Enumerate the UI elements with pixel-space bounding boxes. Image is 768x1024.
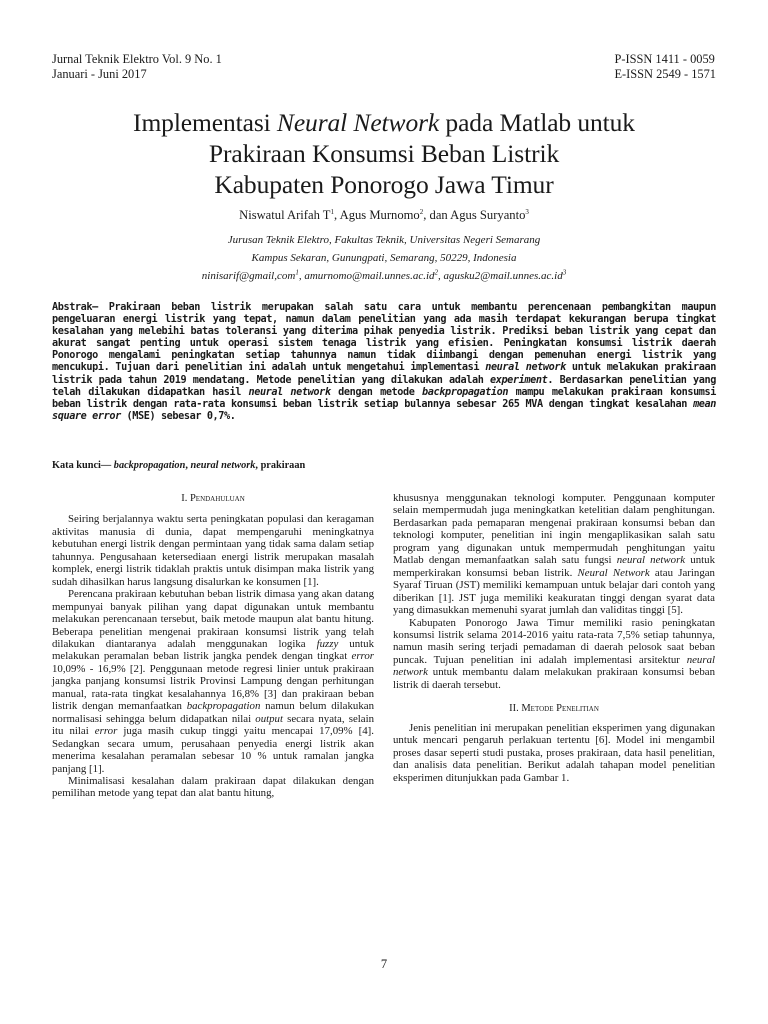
section-heading-introduction bbox=[52, 493, 374, 505]
email: ninisarif@gmail,com bbox=[201, 270, 296, 282]
author-sup: 2 bbox=[419, 207, 424, 216]
email-sup: 2 bbox=[434, 268, 439, 277]
abstract-italic: neural network bbox=[248, 386, 331, 398]
paragraph-text: namun belum dilakukan normalisasi sehingga belum didapatkan nilai bbox=[52, 700, 374, 725]
email: , amurnomo@mail.unnes.ac.id bbox=[298, 270, 435, 282]
paragraph-italic: Neural Network bbox=[577, 566, 650, 579]
journal-name: Jurnal Teknik Elektro Vol. 9 No. 1 bbox=[52, 52, 222, 66]
title-text: pada Matlab untuk bbox=[439, 108, 635, 137]
keyword: backpropagation bbox=[113, 460, 186, 471]
email-sup: 1 bbox=[295, 268, 299, 277]
paragraph-italic: error bbox=[94, 725, 118, 738]
section-title: Pendahuluan bbox=[189, 493, 245, 504]
paragraph: Minimalisasi kesalahan dalam prakiraan dapat dilakukan dengan pemilihan metode yang tepat dan alat bantu hitung, bbox=[52, 774, 374, 800]
abstract-text: Abstrak— Prakiraan beban listrik merupakan salah satu cara untuk membantu perencenaan pembangkitan maupun pengeluaran energi listrik yang tepat, namun dalam penelitian yang ada masih terdapat kekurangan berupa tingkat kesalahan yang melebihi batas toleransi yang diterima pihak penyedia listrik. Prediksi beban listrik yang cepat dan akurat sangat penting untuk operasi sistem tenaga listrik yang efisien. Peningkatan konsumsi listrik daerah Ponorogo mengalami peningkatan setiap tahunnya namun tidak diimbangi dengan pemenuhan energi listrik yang mencukupi. Tujuan dari penelitian ini adalah untuk mengetahui implementasi bbox=[52, 302, 716, 374]
paragraph-text: 10,09% - 16,9% [2]. Penggunaan metode regresi linier untuk prakiraan jangka panjang konsumsi listrik Provinsi Lampung dengan perhitungan manual, rata-rata tingkat kesalahannya 16,8% [3] dan prakiraan beban listrik dengan memanfaatkan bbox=[52, 662, 374, 713]
author-name: , dan Agus Suryanto bbox=[423, 208, 526, 222]
paragraph-text: Kabupaten Ponorogo Jawa Timur memiliki rasio peningkatan konsumsi listrik selama 2014-2016 yaitu rata-rata 7,5% setiap tahunnya, namun masih sering terjadi pemadaman di daerah pelosok saat beban puncak. Tujuan penelitian ini adalah implementasi arsitektur bbox=[393, 616, 715, 666]
paragraph-text: secara nyata, selain itu nilai bbox=[52, 712, 375, 738]
section-title: Metode Penelitian bbox=[521, 703, 599, 715]
paragraph-italic: output bbox=[255, 712, 283, 725]
keyword: neural network bbox=[190, 460, 256, 471]
abstract-text: untuk melakukan prakiraan listrik pada tahun 2019 mendatang. Metode penelitian yang dilakukan adalah bbox=[52, 362, 716, 386]
title-italic: Neural Network bbox=[276, 108, 440, 137]
author-name: Niswatul Arifah T bbox=[239, 208, 331, 222]
paragraph: Seiring berjalannya waktu serta peningkatan populasi dan keragaman aktivitas manusia di dunia, dapat mempengaruhi meningkatnya kebutuhan energi listrik dengan permintaan yang tidak sama dalam setiap tahunnya. Pengusahaan ketersediaan energi listrik merupakan masalah komplek, energi listrik tidaklah praktis untuk disimpan maka listrik yang sudah dihasilkan harus langsung disalurkan ke konsumen [1]. bbox=[52, 513, 374, 588]
abstract-text: . Berdasarkan penelitian yang telah dilakukan didapatkan hasil bbox=[52, 374, 716, 398]
paragraph-italic: fuzzy bbox=[316, 637, 339, 650]
keyword: , prakiraan bbox=[255, 460, 306, 471]
abstract-italic: backpropagation bbox=[422, 386, 509, 398]
keywords bbox=[52, 460, 716, 471]
paragraph-italic: error bbox=[351, 650, 374, 663]
paragraph-text: khususnya menggunakan teknologi komputer. Penggunaan komputer selain mempermudah juga meningkatkan ketelitian dalam penghitungan. Berdasarkan pada pemaparan mengenai prakiraan konsumsi beban dan teknologi komputer, penelitian ini ingin mengaplikasikan salah satu program yang digunakan untuk mempermudah penghitungan yaitu Matlab dengan memanfaatkan salah satu fungsi bbox=[393, 492, 715, 567]
paragraph: Jenis penelitian ini merupakan penelitian eksperimen yang digunakan untuk mencari pengaruh perlakuan tertentu [6]. Model ini mengambil proses dasar seperti studi pustaka, proses prakiraan, data hasil penelitian, dan analisis data penelitian. Berikut adalah tahapan model penelitian eksperimen ditunjukkan pada Gambar 1. bbox=[393, 721, 715, 784]
section-number: I. bbox=[181, 493, 190, 504]
author-list bbox=[40, 208, 728, 223]
title-line-3: Kabupaten Ponorogo Jawa Timur bbox=[214, 170, 554, 199]
keyword-sep: , bbox=[185, 460, 191, 471]
paragraph-text: atau Jaringan Syaraf Tiruan (JST) memiliki kemampuan untuk belajar dari contoh yang diberikan [1]. JST juga memiliki keakuratan tinggi dengan syarat data yang dimasukkan memenuhi syarat jumlah dan validitas tinggi [5]. bbox=[393, 566, 715, 617]
section-heading-methods bbox=[393, 703, 715, 715]
title-line-2: Prakiraan Konsumsi Beban Listrik bbox=[208, 139, 560, 168]
paragraph bbox=[393, 492, 715, 617]
title-text: Implementasi bbox=[133, 108, 277, 137]
keywords-label: Kata kunci— bbox=[52, 460, 114, 471]
affiliation-line-2: Kampus Sekaran, Gunungpati, Semarang, 50229, Indonesia bbox=[251, 252, 517, 264]
journal-period: Januari - Juni 2017 bbox=[52, 67, 147, 81]
paragraph-text: untuk membantu dalam melakukan prakiraan konsumsi beban listrik di daerah tersebut. bbox=[393, 666, 715, 691]
abstract-text: (MSE) sebesar 0,7%. bbox=[120, 410, 236, 422]
p-issn: P-ISSN 1411 - 0059 bbox=[614, 52, 715, 66]
running-header-left bbox=[52, 52, 222, 82]
abstract bbox=[52, 302, 716, 423]
email: , agusku2@mail.unnes.ac.id bbox=[438, 270, 563, 282]
left-column bbox=[52, 493, 374, 800]
abstract-text: dengan metode bbox=[330, 386, 423, 398]
affiliation-line-1: Jurusan Teknik Elektro, Fakultas Teknik, Universitas Negeri Semarang bbox=[227, 234, 541, 246]
author-emails bbox=[40, 270, 728, 282]
page-number: 7 bbox=[380, 957, 388, 971]
abstract-italic: neural network bbox=[485, 362, 566, 374]
paragraph-text: untuk memperkirakan konsumsi beban listrik. bbox=[393, 554, 715, 579]
abstract-italic: mean square error bbox=[52, 398, 716, 422]
paper-title bbox=[40, 107, 728, 200]
paragraph-text: juga masih cukup tinggi yaitu mencapai 17,09% [4]. Sedangkan secara umum, perusahaan penyedia energi listrik akan menerima kesalahan peramalan sebesar 10 % untuk ramalan jangka panjang [1]. bbox=[52, 725, 374, 775]
paragraph bbox=[393, 617, 715, 692]
abstract-italic: experiment bbox=[489, 374, 548, 386]
author-sup: 1 bbox=[330, 207, 335, 216]
section-number: II. bbox=[509, 703, 522, 715]
e-issn: E-ISSN 2549 - 1571 bbox=[614, 67, 716, 81]
author-name: , Agus Murnomo bbox=[334, 208, 420, 222]
paragraph bbox=[52, 588, 374, 775]
right-column bbox=[393, 492, 715, 784]
email-sup: 3 bbox=[562, 268, 567, 277]
author-sup: 3 bbox=[525, 207, 529, 216]
paragraph-italic: neural network bbox=[616, 554, 686, 567]
running-header-right bbox=[614, 52, 716, 82]
abstract-text: mampu melakukan prakiraan konsumsi beban listrik dengan rata-rata konsumsi beban listrik setiap bulannya sebesar 265 MVA dengan tingkat kesalahan bbox=[52, 386, 717, 410]
paragraph-italic: backpropagation bbox=[186, 700, 261, 713]
paragraph-text: untuk melakukan peramalan beban listrik jangka pendek dengan tingkat bbox=[52, 637, 374, 663]
paragraph-text: Perencana prakiraan kebutuhan beban listrik dimasa yang akan datang mempunyai banyak pilihan yang dapat digunakan untuk membantu melakukan perencanaan tersebut, baik metode maupun alat bantu hitung. Beberapa penelitian mengenai prakiraan konsumsi listrik yang telah dilakukan diantaranya adalah menggunakan logika bbox=[52, 588, 374, 650]
paragraph-italic: neural network bbox=[393, 653, 715, 679]
